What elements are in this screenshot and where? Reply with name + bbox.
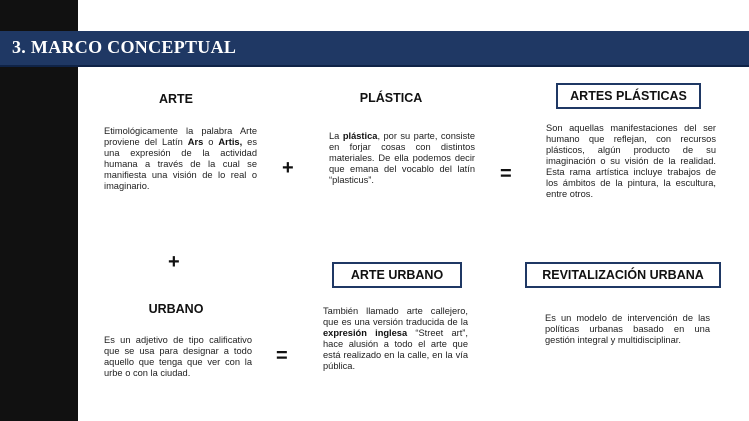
heading-arte-urbano: ARTE URBANO	[332, 262, 462, 288]
text-arte	[104, 126, 257, 192]
text-arte-artis: Artis,	[218, 137, 243, 147]
text-plastica-part1: La	[329, 131, 343, 141]
text-plastica	[329, 131, 475, 186]
text-arte-urbano-part2: “Street art”, hace alusión a todo el arte que está realizado en la calle, en la vía pública.	[323, 328, 468, 371]
text-artes-plasticas: Son aquellas manifestaciones del ser humano que reflejan, con recursos plásticos, algún producto de su imaginación o su visión de la realidad. Esta rama artística incluye trabajos de los ámbitos de la pintura, la escultura, entre otros.	[546, 123, 716, 199]
equals-operator-1: =	[500, 163, 512, 185]
text-arte-ars: Ars	[187, 137, 204, 147]
heading-arte: ARTE	[158, 92, 194, 106]
text-arte-part2: o	[203, 137, 219, 147]
text-arte-urbano	[323, 306, 468, 372]
text-arte-part1: Etimológicamente la palabra Arte proviene del Latín	[104, 126, 257, 147]
plus-operator-2: +	[168, 251, 180, 273]
plus-operator-1: +	[282, 157, 294, 179]
text-plastica-bold: plástica	[342, 131, 378, 141]
text-arte-urbano-bold: expresión inglesa	[323, 328, 408, 338]
title-band	[0, 31, 749, 67]
text-arte-urbano-part1: También llamado arte callejero, que es una versión traducida de la	[323, 306, 468, 327]
heading-urbano: URBANO	[148, 302, 204, 316]
text-urbano: Es un adjetivo de tipo calificativo que se usa para designar a todo aquello que tenga que ver con la urbe o con la ciudad.	[104, 335, 252, 378]
text-arte-part3: es una expresión de la actividad humana a través de la cual se manifiesta una visión de lo real o imaginario.	[104, 137, 258, 191]
heading-revitalizacion-urbana: REVITALIZACIÓN URBANA	[525, 262, 721, 288]
heading-plastica: PLÁSTICA	[359, 91, 423, 105]
slide-title: 3. MARCO CONCEPTUAL	[12, 37, 237, 57]
equals-operator-2: =	[276, 345, 288, 367]
heading-artes-plasticas: ARTES PLÁSTICAS	[556, 83, 701, 109]
text-plastica-part2: , por su parte, consiste en forjar cosas con distintos materiales. De ella podemos decir que emana del vocablo del latín “plasticus”.	[329, 131, 475, 185]
text-revitalizacion-urbana: Es un modelo de intervención de las políticas urbanas basado en una gestión integral y multidisciplinar.	[545, 313, 710, 345]
